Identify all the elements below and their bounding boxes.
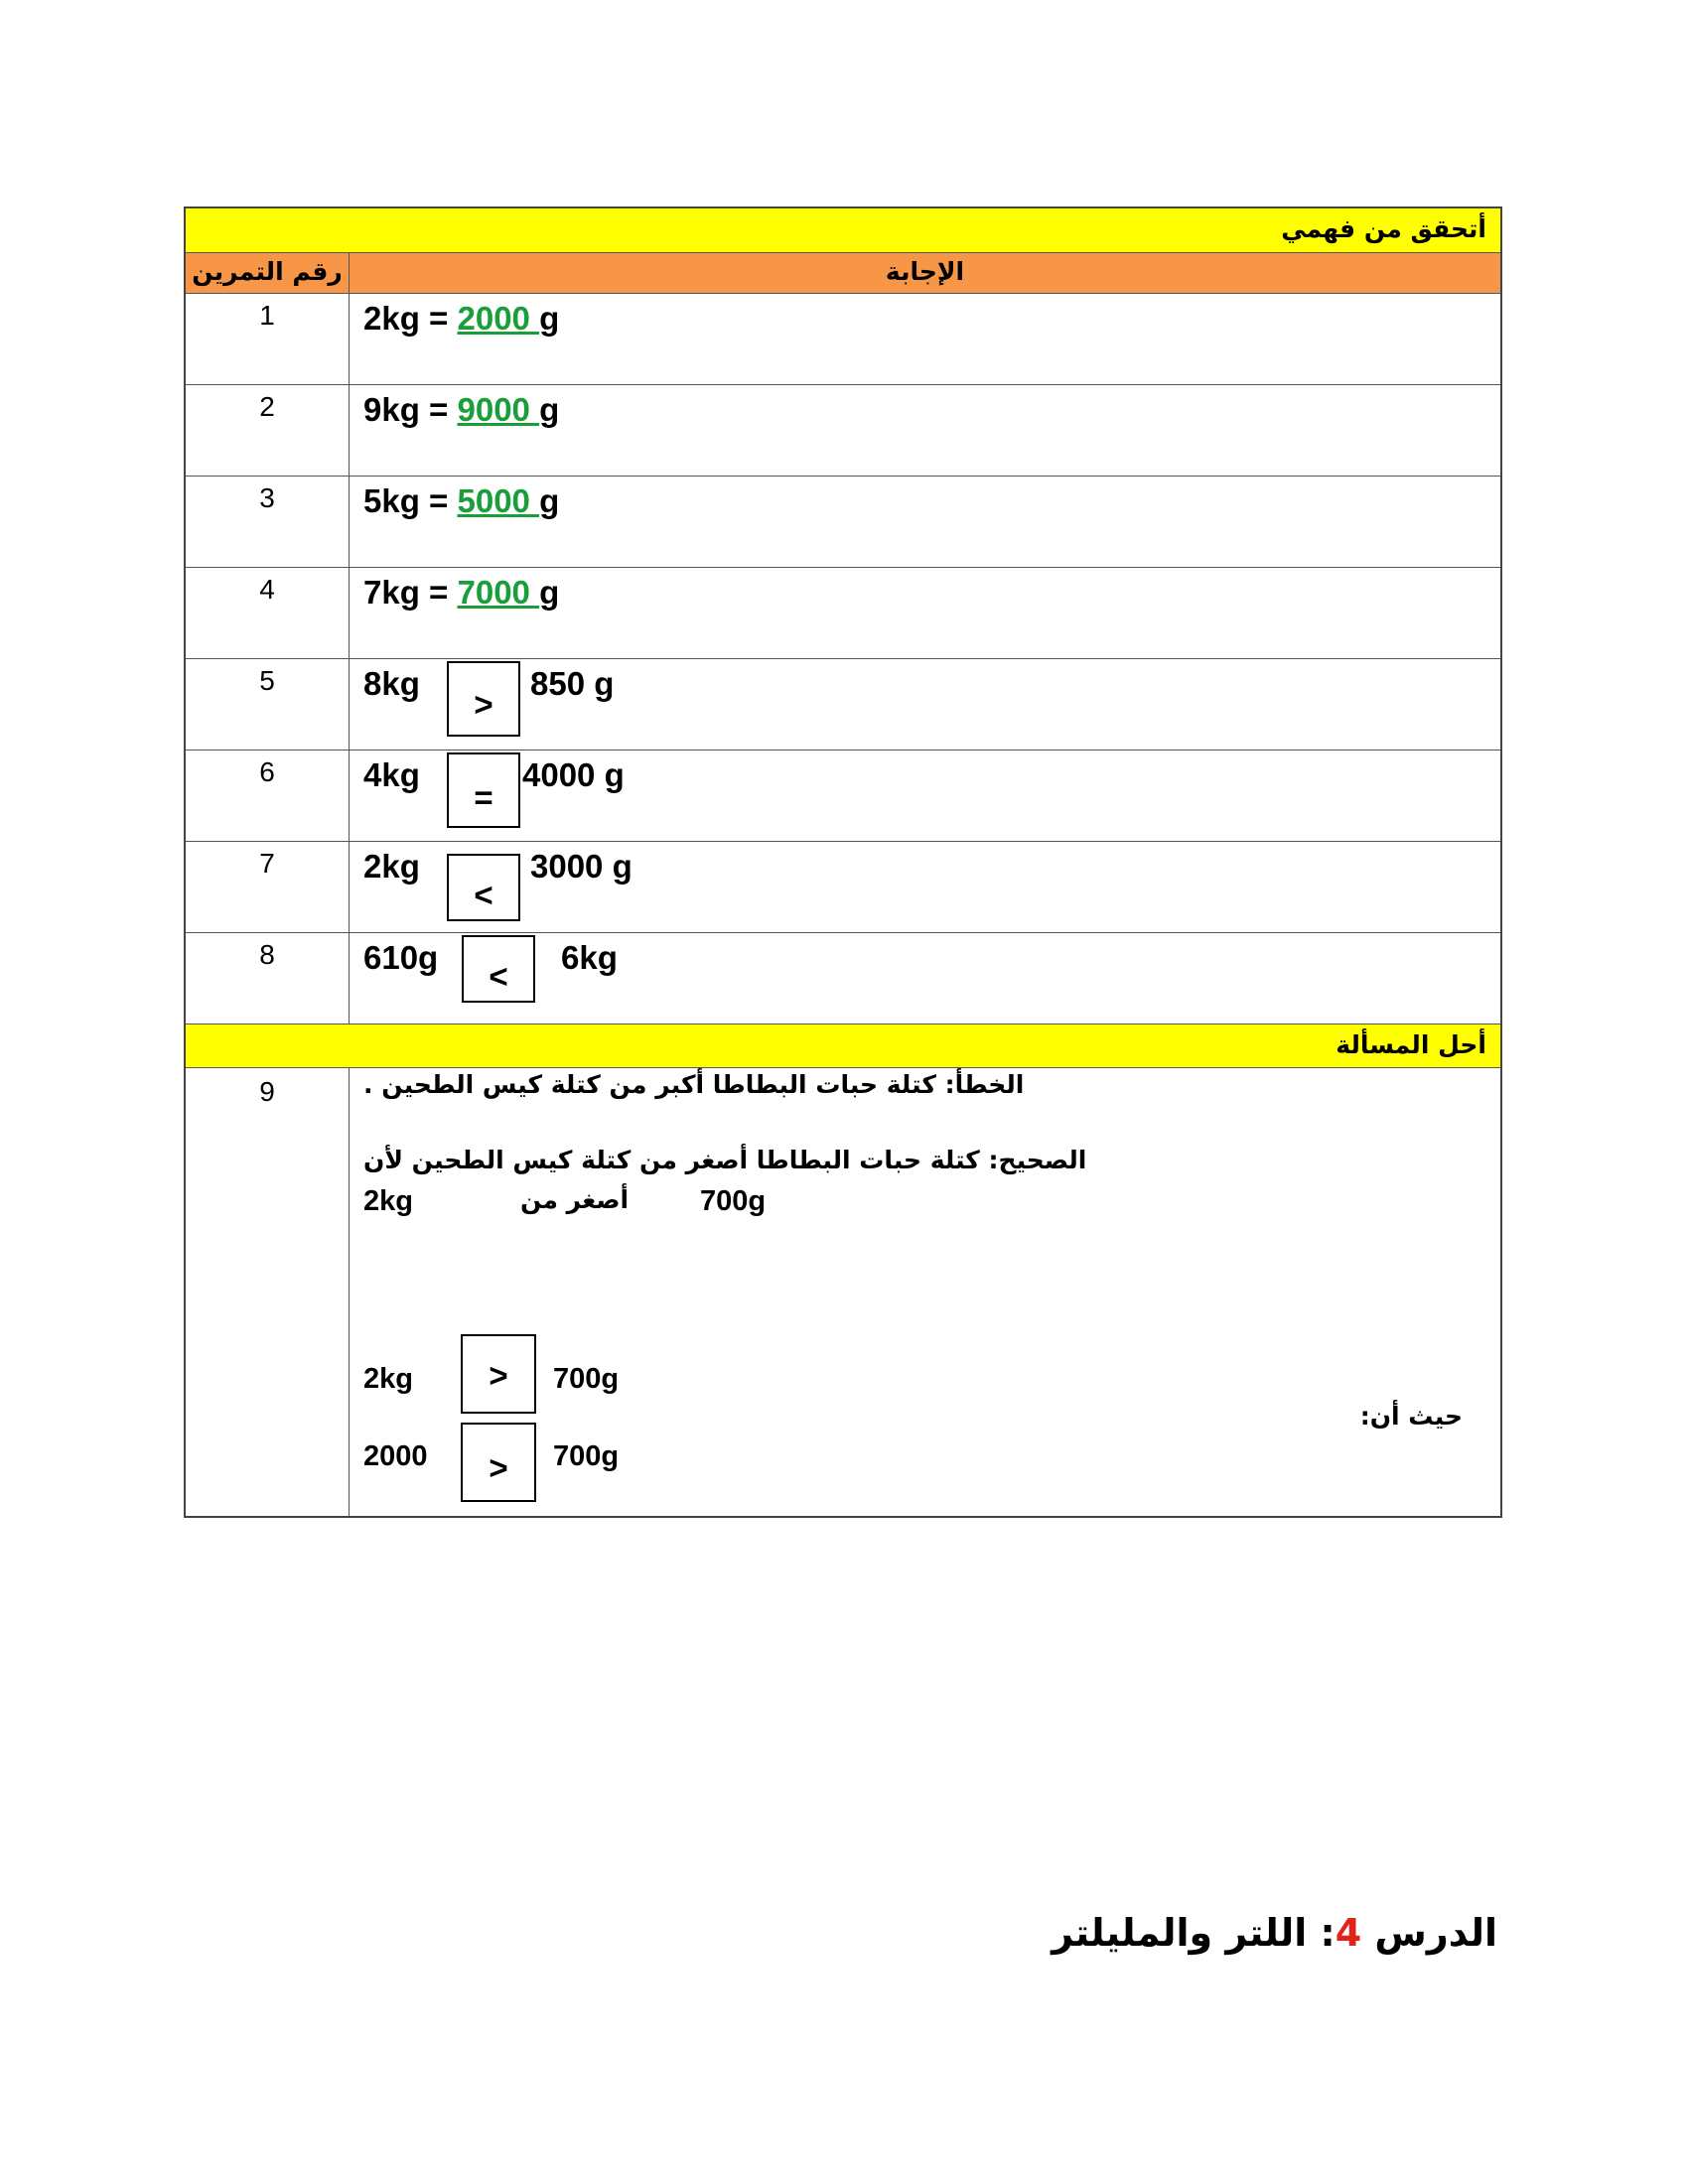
line2-right: 700g <box>553 1440 620 1472</box>
answer-value: 5000 <box>457 482 540 519</box>
compare-left: 8kg <box>363 665 420 702</box>
section-title: أحل المسألة <box>1336 1030 1486 1059</box>
exercise-number: 6 <box>259 756 275 787</box>
conversion-expression: 5kg = 5000 g <box>363 482 560 519</box>
compare-symbol-box: > <box>461 1423 536 1502</box>
column-header-number <box>186 253 350 293</box>
table-row <box>186 384 1500 476</box>
answer-value: 2000 <box>457 300 540 337</box>
exercise-number: 7 <box>259 848 275 879</box>
compare-symbol-box: > <box>447 661 520 737</box>
exercise-number: 3 <box>259 482 275 513</box>
compare-right: 6kg <box>561 939 618 976</box>
table-row <box>186 567 1500 658</box>
conversion-expression: 9kg = 9000 g <box>363 391 560 428</box>
section-header-check-understanding <box>186 208 1500 252</box>
compare-symbol-box: = <box>447 752 520 828</box>
exercise-number: 9 <box>259 1076 275 1107</box>
compare-right: 3000 g <box>530 848 633 885</box>
exercise-number: 1 <box>259 300 275 331</box>
compare-left: 4kg <box>363 756 420 793</box>
table-row <box>186 293 1500 384</box>
line1-left: 2kg <box>363 1363 413 1395</box>
answer-value: 7000 <box>457 574 540 611</box>
conversion-expression: 2kg = 2000 g <box>363 300 560 337</box>
compare-right: 700g <box>700 1185 767 1217</box>
table-row <box>186 658 1500 750</box>
table-row <box>186 750 1500 841</box>
since-label: حيث أن: <box>1359 1402 1463 1431</box>
compare-word: أصغر من <box>520 1185 630 1214</box>
exercise-table <box>184 206 1502 1518</box>
compare-right: 4000 g <box>522 756 625 793</box>
section-title: أتحقق من فهمي <box>1281 214 1486 243</box>
compare-right: 850 g <box>530 665 615 702</box>
compare-symbol-box: > <box>461 1334 536 1414</box>
exercise-number: 5 <box>259 665 275 696</box>
exercise-number: 4 <box>259 574 275 605</box>
column-header-row <box>186 252 1500 293</box>
exercise-number: 2 <box>259 391 275 422</box>
column-header-answer <box>350 253 1500 293</box>
compare-left: 2kg <box>363 848 420 885</box>
table-row <box>186 932 1500 1024</box>
lesson-number: 4 <box>1335 1911 1362 1955</box>
lesson-title: الدرس 4: اللتر والمليلتر <box>1052 1911 1497 1955</box>
exercise-number: 8 <box>259 939 275 970</box>
line2-left: 2000 <box>363 1440 428 1472</box>
table-row <box>186 476 1500 567</box>
line1-right: 700g <box>553 1363 620 1395</box>
table-row <box>186 841 1500 932</box>
section-header-solve-problem <box>186 1024 1500 1067</box>
compare-symbol-box: < <box>447 854 520 921</box>
compare-symbol-box: < <box>462 935 535 1003</box>
column-header-number-label: رقم التمرين <box>192 257 343 286</box>
column-header-answer-label: الإجابة <box>885 257 965 286</box>
compare-left: 610g <box>363 939 439 976</box>
error-statement: الخطأ: كتلة حبات البطاطا أكبر من كتلة كيس الطحين . <box>363 1070 1025 1099</box>
table-row <box>186 1067 1500 1516</box>
conversion-expression: 7kg = 7000 g <box>363 574 560 611</box>
answer-value: 9000 <box>457 391 540 428</box>
correct-statement: الصحيح: كتلة حبات البطاطا أصغر من كتلة كيس الطحين لأن <box>363 1146 1087 1174</box>
compare-left: 2kg <box>363 1185 413 1217</box>
